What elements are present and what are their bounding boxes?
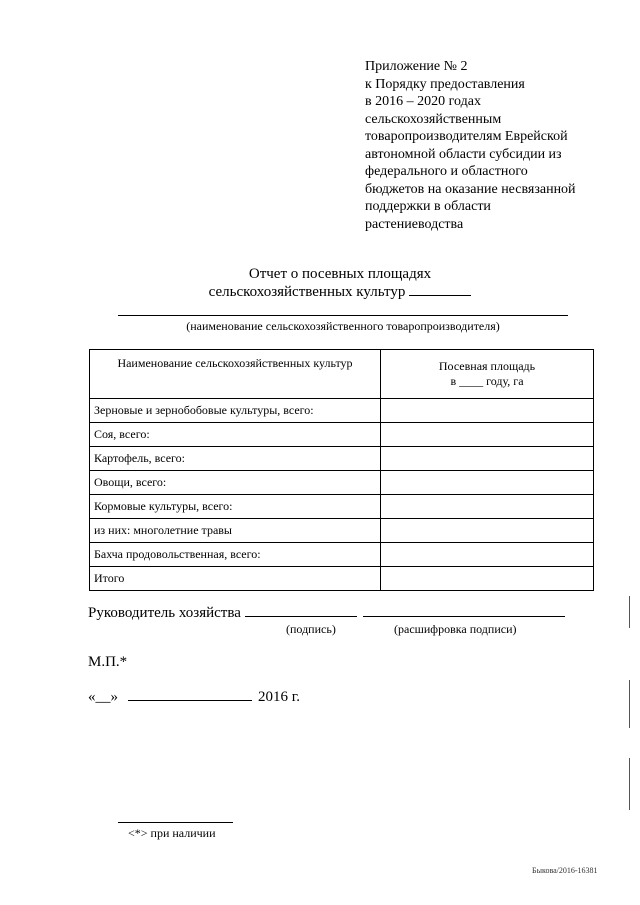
appendix-line: Приложение № 2: [365, 59, 468, 74]
appendix-line: растениеводства: [365, 216, 464, 232]
crop-name-cell: Соя, всего:: [90, 423, 381, 447]
crops-blank-line: [409, 283, 471, 296]
signature-line: [88, 604, 565, 622]
area-value-cell[interactable]: [381, 543, 594, 567]
document-code: Быкова/2016-16381: [532, 866, 598, 875]
header-sown-area-line2: в ____ году, га: [450, 374, 524, 388]
stamp-label: М.П.*: [88, 654, 128, 670]
area-value-cell[interactable]: [381, 399, 594, 423]
crop-name-cell: Картофель, всего:: [90, 447, 381, 471]
report-subtitle-text: сельскохозяйственных культур: [208, 284, 406, 300]
appendix-line: к Порядку предоставления: [365, 76, 525, 92]
crop-name-cell: Бахча продовольственная, всего:: [90, 543, 381, 567]
footnote: <*> при наличии: [128, 826, 216, 840]
appendix-line: поддержки в области: [365, 199, 491, 214]
appendix-line: автономной области субсидии из: [365, 146, 562, 162]
scan-edge-mark: [629, 680, 630, 728]
appendix-line: в 2016 – 2020 годах: [365, 94, 481, 109]
producer-name-caption: (наименование сельскохозяйственного товаропроизводителя): [186, 319, 500, 333]
scan-edge-mark: [629, 758, 630, 810]
area-value-cell[interactable]: [381, 519, 594, 543]
crop-name-cell: Кормовые культуры, всего:: [90, 495, 381, 519]
signature-blank[interactable]: [245, 604, 357, 617]
appendix-line: бюджетов на оказание несвязанной: [365, 181, 576, 197]
report-subtitle: [0, 283, 640, 301]
signature-caption: (подпись): [286, 622, 336, 636]
signature-decode-blank[interactable]: [363, 604, 565, 617]
table-row: [90, 471, 594, 495]
area-value-cell[interactable]: [381, 471, 594, 495]
table-header-row: [90, 350, 594, 399]
header-sown-area-line1: Посевная площадь: [438, 359, 536, 373]
appendix-line: сельскохозяйственным: [365, 111, 502, 127]
table-row: [90, 423, 594, 447]
area-value-cell[interactable]: [381, 567, 594, 591]
area-value-cell[interactable]: [381, 447, 594, 471]
footnote-separator: [118, 822, 233, 823]
table-row: [90, 399, 594, 423]
table-row: [90, 495, 594, 519]
date-day: «__»: [88, 689, 118, 705]
crop-name-cell: Овощи, всего:: [90, 471, 381, 495]
appendix-header: [365, 58, 630, 233]
date-month-blank[interactable]: [128, 688, 252, 701]
table-row: [90, 447, 594, 471]
area-value-cell[interactable]: [381, 423, 594, 447]
producer-name-line: [118, 315, 568, 316]
area-value-cell[interactable]: [381, 495, 594, 519]
report-title: Отчет о посевных площадях: [248, 266, 432, 282]
appendix-line: товаропроизводителям Еврейской: [365, 129, 568, 144]
header-sown-area: [381, 350, 594, 399]
appendix-line: федерального и областного: [365, 164, 528, 179]
date-line: [88, 688, 300, 706]
signature-label: Руководитель хозяйства: [88, 605, 241, 621]
crop-name-cell: Итого: [90, 567, 381, 591]
table-row: [90, 543, 594, 567]
table-row: [90, 519, 594, 543]
signature-decode-caption: (расшифровка подписи): [394, 622, 517, 636]
date-year: 2016 г.: [258, 689, 300, 705]
scan-edge-mark: [629, 596, 630, 628]
header-crop-name: Наименование сельскохозяйственных культур: [90, 350, 381, 399]
crop-name-cell: из них: многолетние травы: [90, 519, 381, 543]
crop-area-table: [89, 349, 594, 591]
crop-name-cell: Зерновые и зернобобовые культуры, всего:: [90, 399, 381, 423]
table-row: [90, 567, 594, 591]
